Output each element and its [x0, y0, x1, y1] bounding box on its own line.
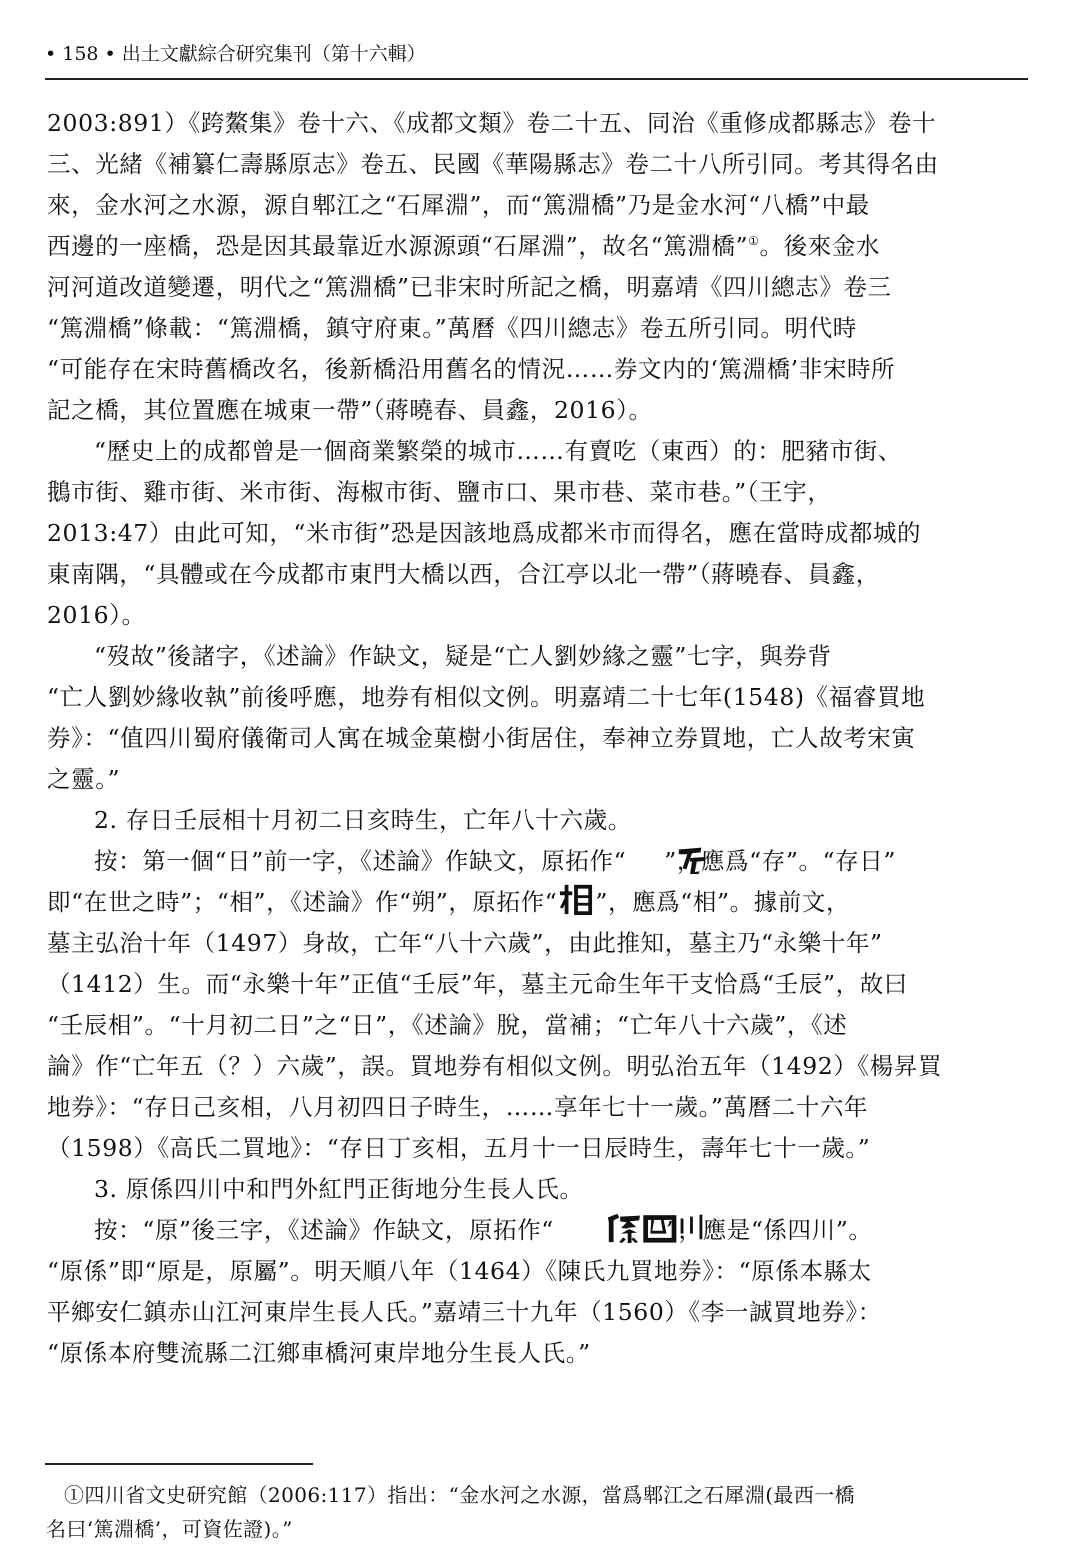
footnote-line: 名曰‘篤淵橋’，可資佐證)。” [46, 1517, 293, 1541]
rubbing-glyph-xiang-image [557, 882, 595, 916]
text-segment: 。後來金水 [759, 232, 881, 260]
text-line-with-rubbing [47, 841, 1028, 882]
text-line: 平鄉安仁鎮赤山江河東岸生長人氏。”嘉靖三十九年（1560）《李一誠買地券》： [47, 1298, 882, 1326]
text-line: 墓主弘治十年（1497）身故，亡年“八十六歲”，由此推知，墓主乃“永樂十年” [47, 929, 883, 957]
text-line-with-footnote [47, 226, 1028, 267]
item-2-heading [47, 800, 1028, 841]
text-line: 記之橋，其位置應在城東一帶”（蔣曉春、員鑫，2016）。 [47, 396, 653, 424]
text-line: 2. 存日壬辰相十月初二日亥時生，亡年八十六歲。 [94, 806, 632, 834]
text-line: 之靈。” [47, 765, 121, 793]
text-line: “亡人劉妙緣收執”前後呼應，地券有相似文例。明嘉靖二十七年(1548)《福睿買地 [47, 683, 926, 711]
text-segment: ”，應爲“相”。據前文， [595, 888, 851, 916]
text-line: 論》作“亡年五（？）六歲”，誤。買地券有相似文例。明弘治五年（1492）《楊昇買 [47, 1052, 943, 1080]
text-line: 3. 原係四川中和門外紅門正街地分生長人氏。 [94, 1175, 584, 1203]
text-segment: 按：“原”後三字，《述論》作缺文，原拓作“ [94, 1216, 554, 1244]
text-line: 券》：“值四川蜀府儀衛司人寓在城金菓樹小街居住，奉神立券買地，亡人故考宋寅 [47, 724, 916, 752]
text-line: 河河道改道變遷，明代之“篤淵橋”已非宋时所記之橋，明嘉靖《四川總志》卷三 [47, 273, 892, 301]
paragraph-commentary-1 [47, 841, 1028, 1169]
text-line: （1412）生。而“永樂十年”正值“壬辰”年，墓主元命生年干支恰爲“壬辰”，故曰 [47, 970, 908, 998]
footnote-divider [45, 1463, 313, 1465]
text-line: 東南隅，“具體或在今成都市東門大橋以西，合江亭以北一帶”（蔣曉春、員鑫， [47, 560, 880, 588]
running-head-text: • 158 • 出土文獻綜合研究集刊（第十六輯） [45, 43, 426, 65]
text-line: 地券》：“存日己亥相，八月初四日子時生，……享年七十一歲。”萬曆二十六年 [47, 1093, 869, 1121]
text-line: “原係本府雙流縣二江鄉車橋河東岸地分生長人氏。” [47, 1339, 591, 1367]
text-line: “壬辰相”。“十月初二日”之“日”，《述論》脫，當補；“亡年八十六歲”，《述 [47, 1011, 848, 1039]
paragraph-commentary-2 [47, 1210, 1028, 1374]
text-line: “原係”即“原是，原屬”。明天順八年（1464）《陳氏九買地券》：“原係本縣太 [47, 1257, 872, 1285]
paragraph-2 [47, 431, 1028, 636]
text-segment: ”，應是“係四川”。 [665, 1216, 873, 1244]
text-line: 來，金水河之水源，源自郫江之“石犀淵”，而“篤淵橋”乃是金水河“八橋”中最 [47, 191, 870, 219]
main-text [47, 103, 1028, 1374]
text-line: 2003:891）《跨鰲集》卷十六、《成都文類》卷二十五、同治《重修成都縣志》卷十 [47, 109, 937, 137]
paragraph-3 [47, 636, 1028, 800]
rubbing-glyph-xisichuan-image [554, 1210, 666, 1244]
footnote [46, 1478, 1028, 1546]
text-segment: 即“在世之時”；“相”，《述論》作“朔”，原拓作“ [47, 888, 558, 916]
text-line: “可能存在宋時舊橋改名，後新橋沿用舊名的情況……券文内的‘篤淵橋’非宋時所 [47, 355, 896, 383]
text-line-with-rubbing [47, 1210, 1028, 1251]
text-segment: ”，應爲“存”。“存日” [664, 847, 896, 875]
text-line: 三、光緒《補纂仁壽縣原志》卷五、民國《華陽縣志》卷二十八所引同。考其得名由 [47, 150, 939, 178]
text-line: 2013:47）由此可知，“米市街”恐是因該地爲成都米市而得名，應在當時成都城的 [47, 519, 922, 547]
rubbing-glyph-cun-image [626, 841, 664, 875]
running-header [45, 38, 1028, 80]
text-line-with-rubbing [47, 882, 1028, 923]
footnote-marker[interactable]: ① [748, 234, 760, 249]
text-line: 鵝市街、雞市街、米市街、海椒市街、鹽市口、果市巷、菜市巷。”（王宇， [47, 478, 832, 506]
text-segment: 按：第一個“日”前一字，《述論》作缺文，原拓作“ [94, 847, 627, 875]
text-line: “歷史上的成都曾是一個商業繁榮的城市……有賣吃（東西）的：肥豬市街、 [94, 437, 902, 465]
text-segment: 西邊的一座橋，恐是因其最靠近水源源頭“石犀淵”，故名“篤淵橋” [47, 232, 749, 260]
footnote-line: ①四川省文史研究館（2006:117）指出：“金水河之水源，當爲郫江之石犀淵(最西一橋 [64, 1483, 856, 1507]
item-3-heading [47, 1169, 1028, 1210]
text-line: 2016）。 [47, 601, 146, 629]
paragraph-1 [47, 103, 1028, 431]
text-line: “篤淵橋”條載：“篤淵橋，鎮守府東。”萬曆《四川總志》卷五所引同。明代時 [47, 314, 857, 342]
text-line: （1598）《高氏二買地》：“存日丁亥相，五月十一日辰時生，壽年七十一歲。” [47, 1134, 871, 1162]
text-line: “歿故”後諸字，《述論》作缺文，疑是“亡人劉妙緣之靈”七字，與券背 [94, 642, 832, 670]
